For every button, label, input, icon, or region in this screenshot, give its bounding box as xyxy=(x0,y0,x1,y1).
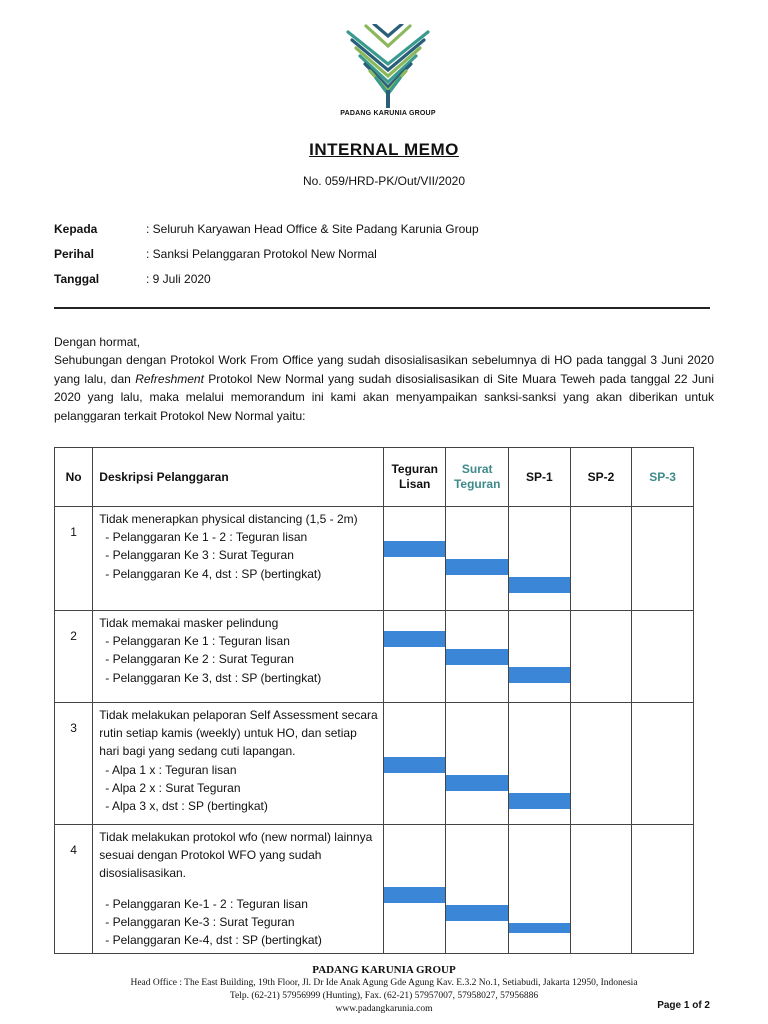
cell-sp3 xyxy=(632,611,694,703)
row-description xyxy=(93,611,384,703)
cell-sp2 xyxy=(570,611,632,703)
header-description: Deskripsi Pelanggaran xyxy=(93,448,384,507)
mark-bar xyxy=(509,793,570,809)
row-number: 4 xyxy=(55,825,93,954)
divider xyxy=(54,307,710,309)
meta-label: Kepada xyxy=(54,222,98,236)
intro-paragraph xyxy=(54,351,714,425)
meta-value: : Seluruh Karyawan Head Office & Site Padang Karunia Group xyxy=(146,222,479,236)
mark-bar xyxy=(384,887,446,903)
paragraph-text: Protokol New Normal yang sudah disosialisasikan di Site Muara Teweh pada tanggal 22 Juni 2020 yang lalu, maka melalui memorandum ini kami akan menyampaikan sanksi-sanksi yang akan diberikan untuk pelanggaran terkait Protokol New Normal yaitu: xyxy=(54,371,714,423)
cell-sp2 xyxy=(570,507,632,611)
cell-sp3 xyxy=(632,825,694,954)
cell-surat-teguran xyxy=(446,825,509,954)
meta-label: Perihal xyxy=(54,247,95,261)
mark-bar xyxy=(509,577,570,593)
cell-sp1 xyxy=(508,703,570,825)
row-description xyxy=(93,507,384,611)
footer-company: PADANG KARUNIA GROUP xyxy=(312,964,456,976)
footer-phone: Telp. (62-21) 57956999 (Hunting), Fax. (62-21) 57957007, 57958027, 57956886 xyxy=(229,991,539,1001)
sanction-item: - Alpa 3 x, dst : SP (bertingkat) xyxy=(105,799,268,814)
memo-body xyxy=(54,333,714,425)
sanction-item: - Pelanggaran Ke 1 : Teguran lisan xyxy=(105,634,290,649)
memo-title: INTERNAL MEMO xyxy=(309,140,459,159)
sanction-item: - Pelanggaran Ke 4, dst : SP (bertingkat) xyxy=(105,566,322,581)
memo-meta xyxy=(54,222,479,297)
violation-title: Tidak melakukan pelaporan Self Assessment secara rutin setiap kamis (weekly) untuk HO, dan setiap hari bagi yang sedang cuti lapangan. xyxy=(99,708,378,759)
sanction-item: - Pelanggaran Ke 3, dst : SP (bertingkat) xyxy=(105,670,322,685)
mark-bar xyxy=(384,631,446,647)
mark-bar xyxy=(446,905,508,921)
mark-bar xyxy=(446,775,508,791)
logo-text: PADANG KARUNIA GROUP xyxy=(340,110,436,117)
mark-bar xyxy=(384,541,446,557)
cell-teguran-lisan xyxy=(383,611,446,703)
mark-bar xyxy=(446,649,508,665)
row-number: 2 xyxy=(55,611,93,703)
row-number: 3 xyxy=(55,703,93,825)
header-sp3: SP-3 xyxy=(632,448,694,507)
sanction-item: - Pelanggaran Ke 2 : Surat Teguran xyxy=(105,652,294,667)
mark-bar xyxy=(384,757,446,773)
tree-chevron-icon xyxy=(340,24,436,110)
table-row xyxy=(55,703,694,825)
cell-sp1 xyxy=(508,611,570,703)
header-line: Lisan xyxy=(399,477,431,491)
paragraph-emphasis: Refreshment xyxy=(135,371,204,386)
table-row xyxy=(55,507,694,611)
sanction-item: - Alpa 1 x : Teguran lisan xyxy=(105,762,237,777)
paragraph-text: Sehubungan dengan Protokol Work From Office yang sudah disosialisasikan sebelumnya di HO pada tanggal 3 Juni 2020 yang lalu, dan xyxy=(54,353,714,386)
mark-bar xyxy=(446,559,508,575)
footer-address: Head Office : The East Building, 19th Floor, Jl. Dr Ide Anak Agung Gde Agung Kav. E.3.2 No.1, Setiabudi, Jakarta 12950, Indonesia xyxy=(130,978,638,988)
row-description xyxy=(93,703,384,825)
header-no: No xyxy=(55,448,93,507)
greeting: Dengan hormat, xyxy=(54,335,141,349)
header-teguran-lisan xyxy=(383,448,446,507)
header-line: Teguran xyxy=(391,462,438,476)
header-sp2: SP-2 xyxy=(570,448,632,507)
meta-label: Tanggal xyxy=(54,272,100,286)
violation-table xyxy=(54,447,694,954)
row-description xyxy=(93,825,384,954)
cell-sp2 xyxy=(570,825,632,954)
violation-title: Tidak menerapkan physical distancing (1,5 - 2m) xyxy=(99,512,358,526)
cell-teguran-lisan xyxy=(383,507,446,611)
sanction-item: - Pelanggaran Ke-3 : Surat Teguran xyxy=(105,914,295,929)
sanction-item: - Pelanggaran Ke 1 - 2 : Teguran lisan xyxy=(105,530,308,545)
table-row xyxy=(55,611,694,703)
footer-website: www.padangkarunia.com xyxy=(335,1004,433,1014)
letterhead-footer xyxy=(0,964,768,1016)
header-sp1: SP-1 xyxy=(508,448,570,507)
table-row xyxy=(55,825,694,954)
sanction-item: - Pelanggaran Ke 3 : Surat Teguran xyxy=(105,548,294,563)
meta-value: : Sanksi Pelanggaran Protokol New Normal xyxy=(146,247,377,261)
meta-row-perihal xyxy=(54,247,479,272)
header-line: Teguran xyxy=(453,477,501,491)
header-surat-teguran xyxy=(446,448,509,507)
cell-sp3 xyxy=(632,703,694,825)
cell-teguran-lisan xyxy=(383,825,446,954)
cell-surat-teguran xyxy=(446,703,509,825)
sanction-item: - Alpa 2 x : Surat Teguran xyxy=(105,780,241,795)
row-number: 1 xyxy=(55,507,93,611)
header-line: Surat xyxy=(461,462,493,476)
cell-sp1 xyxy=(508,825,570,954)
meta-row-tanggal xyxy=(54,272,479,297)
violation-title: Tidak memakai masker pelindung xyxy=(99,616,279,630)
mark-bar xyxy=(509,923,570,933)
meta-value: : 9 Juli 2020 xyxy=(146,272,211,286)
table-header-row xyxy=(55,448,694,507)
meta-row-kepada xyxy=(54,222,479,247)
company-logo xyxy=(340,24,436,124)
violation-title: Tidak melakukan protokol wfo (new normal) lainnya sesuai dengan Protokol WFO yang sudah disosialisasikan. xyxy=(99,830,373,881)
cell-surat-teguran xyxy=(446,611,509,703)
cell-teguran-lisan xyxy=(383,703,446,825)
cell-sp1 xyxy=(508,507,570,611)
memo-number: No. 059/HRD-PK/Out/VII/2020 xyxy=(302,174,466,188)
mark-bar xyxy=(509,667,570,683)
cell-surat-teguran xyxy=(446,507,509,611)
sanction-item: - Pelanggaran Ke-1 - 2 : Teguran lisan xyxy=(105,896,308,911)
cell-sp2 xyxy=(570,703,632,825)
page-number: Page 1 of 2 xyxy=(657,1000,710,1011)
cell-sp3 xyxy=(632,507,694,611)
sanction-item: - Pelanggaran Ke-4, dst : SP (bertingkat) xyxy=(105,933,322,948)
